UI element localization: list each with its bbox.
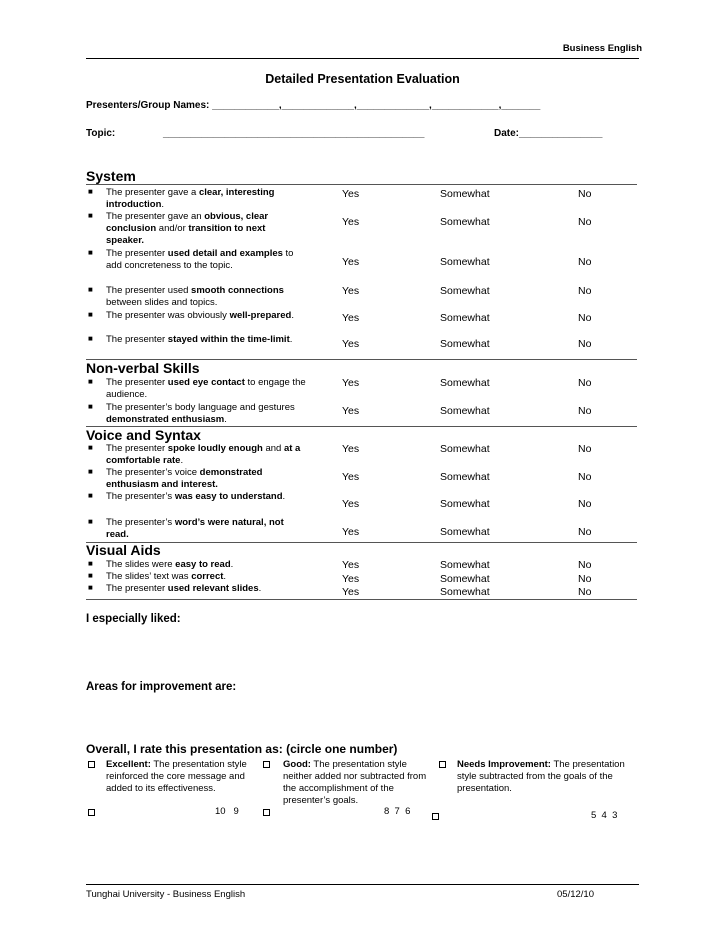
bullet-icon: ■ <box>88 559 93 568</box>
somewhat-option[interactable]: Somewhat <box>440 377 490 389</box>
no-option[interactable]: No <box>578 405 592 417</box>
checkbox-icon[interactable] <box>439 761 446 768</box>
yes-option[interactable]: Yes <box>342 377 360 389</box>
bullet-icon: ■ <box>88 402 93 411</box>
yes-option[interactable]: Yes <box>342 471 360 483</box>
somewhat-option[interactable]: Somewhat <box>440 338 490 350</box>
no-option[interactable]: No <box>578 377 592 389</box>
bullet-icon: ■ <box>88 248 93 257</box>
somewhat-option[interactable]: Somewhat <box>440 443 490 455</box>
yes-option[interactable]: Yes <box>342 285 360 297</box>
no-option[interactable]: No <box>578 285 592 297</box>
bullet-icon: ■ <box>88 377 93 386</box>
bullet-icon: ■ <box>88 285 93 294</box>
criteria-text: The presenter used eye contact to engage the audience. <box>106 377 306 400</box>
criteria-text: The presenter gave an obvious, clear conclusion and/or transition to next speaker. <box>106 211 269 246</box>
criteria-text: The presenter used relevant slides. <box>106 583 262 594</box>
checkbox-icon[interactable] <box>263 809 270 816</box>
criteria-text: The presenter’s word’s were natural, not read. <box>106 517 284 540</box>
section-title-voice: Voice and Syntax <box>86 427 201 443</box>
yes-option[interactable]: Yes <box>342 188 360 200</box>
yes-option[interactable]: Yes <box>342 498 360 510</box>
yes-option[interactable]: Yes <box>342 405 360 417</box>
bullet-icon: ■ <box>88 443 93 452</box>
good-description: Good: The presentation style neither added nor subtracted from the accomplishment of the presenter’s goals. <box>283 759 427 806</box>
liked-label: I especially liked: <box>86 613 181 625</box>
checkbox-icon[interactable] <box>88 761 95 768</box>
presenters-field: Presenters/Group Names: ____________,_____________,_____________,____________,_______ <box>86 100 541 111</box>
no-option[interactable]: No <box>578 443 592 455</box>
somewhat-option[interactable]: Somewhat <box>440 256 490 268</box>
no-option[interactable]: No <box>578 559 592 571</box>
no-option[interactable]: No <box>578 216 592 228</box>
rating-title: Overall, I rate this presentation as: (circle one number) <box>86 742 398 756</box>
bullet-icon: ■ <box>88 310 93 319</box>
yes-option[interactable]: Yes <box>342 573 360 585</box>
somewhat-option[interactable]: Somewhat <box>440 471 490 483</box>
yes-option[interactable]: Yes <box>342 559 360 571</box>
date-field: Date:_______________ <box>494 128 603 139</box>
somewhat-option[interactable]: Somewhat <box>440 188 490 200</box>
somewhat-option[interactable]: Somewhat <box>440 498 490 510</box>
yes-option[interactable]: Yes <box>342 338 360 350</box>
no-option[interactable]: No <box>578 586 592 598</box>
topic-label: Topic: <box>86 128 116 139</box>
excellent-numbers[interactable]: 10 9 <box>215 806 239 817</box>
bullet-icon: ■ <box>88 187 93 196</box>
somewhat-option[interactable]: Somewhat <box>440 526 490 538</box>
criteria-text: The slides were easy to read. <box>106 559 234 570</box>
no-option[interactable]: No <box>578 188 592 200</box>
good-numbers[interactable]: 8 7 6 <box>384 806 411 817</box>
no-option[interactable]: No <box>578 256 592 268</box>
no-option[interactable]: No <box>578 573 592 585</box>
criteria-text: The presenter was obviously well-prepared. <box>106 310 294 321</box>
header-divider <box>86 58 639 59</box>
yes-option[interactable]: Yes <box>342 312 360 324</box>
yes-option[interactable]: Yes <box>342 586 360 598</box>
checkbox-icon[interactable] <box>88 809 95 816</box>
criteria-text: The presenter’s body language and gestures demonstrated enthusiasm. <box>106 402 295 425</box>
criteria-text: The presenter’s was easy to understand. <box>106 491 286 502</box>
yes-option[interactable]: Yes <box>342 216 360 228</box>
no-option[interactable]: No <box>578 471 592 483</box>
no-option[interactable]: No <box>578 338 592 350</box>
somewhat-option[interactable]: Somewhat <box>440 285 490 297</box>
bullet-icon: ■ <box>88 517 93 526</box>
yes-option[interactable]: Yes <box>342 443 360 455</box>
checkbox-icon[interactable] <box>263 761 270 768</box>
criteria-text: The presenter’s voice demonstrated enthusiasm and interest. <box>106 467 263 490</box>
footer-divider <box>86 884 639 885</box>
no-option[interactable]: No <box>578 498 592 510</box>
somewhat-option[interactable]: Somewhat <box>440 405 490 417</box>
somewhat-option[interactable]: Somewhat <box>440 216 490 228</box>
bullet-icon: ■ <box>88 571 93 580</box>
needs-description: Needs Improvement: The presentation style subtracted from the goals of the presentation. <box>457 759 625 794</box>
excellent-description: Excellent: The presentation style reinforced the core message and added to its effectiveness. <box>106 759 247 794</box>
bullet-icon: ■ <box>88 491 93 500</box>
section-title-system: System <box>86 168 136 184</box>
needs-numbers[interactable]: 5 4 3 <box>591 810 618 821</box>
bullet-icon: ■ <box>88 334 93 343</box>
section-divider <box>86 542 637 543</box>
section-title-nonverbal: Non-verbal Skills <box>86 360 200 376</box>
section-title-visual: Visual Aids <box>86 542 161 558</box>
bullet-icon: ■ <box>88 211 93 220</box>
improvement-label: Areas for improvement are: <box>86 681 237 693</box>
criteria-text: The presenter gave a clear, interesting introduction. <box>106 187 275 210</box>
yes-option[interactable]: Yes <box>342 256 360 268</box>
topic-blank: _______________________________________________ <box>163 128 425 139</box>
bullet-icon: ■ <box>88 583 93 592</box>
somewhat-option[interactable]: Somewhat <box>440 559 490 571</box>
footer-left: Tunghai University - Business English <box>86 889 246 900</box>
yes-option[interactable]: Yes <box>342 526 360 538</box>
checkbox-icon[interactable] <box>432 813 439 820</box>
criteria-text: The presenter used detail and examples to add concreteness to the topic. <box>106 248 294 271</box>
page-title: Detailed Presentation Evaluation <box>265 72 460 86</box>
section-divider <box>86 184 637 185</box>
section-divider <box>86 599 637 600</box>
footer-date: 05/12/10 <box>557 889 594 900</box>
criteria-text: The presenter spoke loudly enough and at a comfortable rate. <box>106 443 301 466</box>
header-course: Business English <box>562 43 642 54</box>
somewhat-option[interactable]: Somewhat <box>440 573 490 585</box>
no-option[interactable]: No <box>578 312 592 324</box>
bullet-icon: ■ <box>88 467 93 476</box>
criteria-text: The presenter used smooth connections between slides and topics. <box>106 285 284 308</box>
criteria-text: The slides’ text was correct. <box>106 571 227 582</box>
somewhat-option[interactable]: Somewhat <box>440 312 490 324</box>
no-option[interactable]: No <box>578 526 592 538</box>
criteria-text: The presenter stayed within the time-limit. <box>106 334 293 345</box>
somewhat-option[interactable]: Somewhat <box>440 586 490 598</box>
